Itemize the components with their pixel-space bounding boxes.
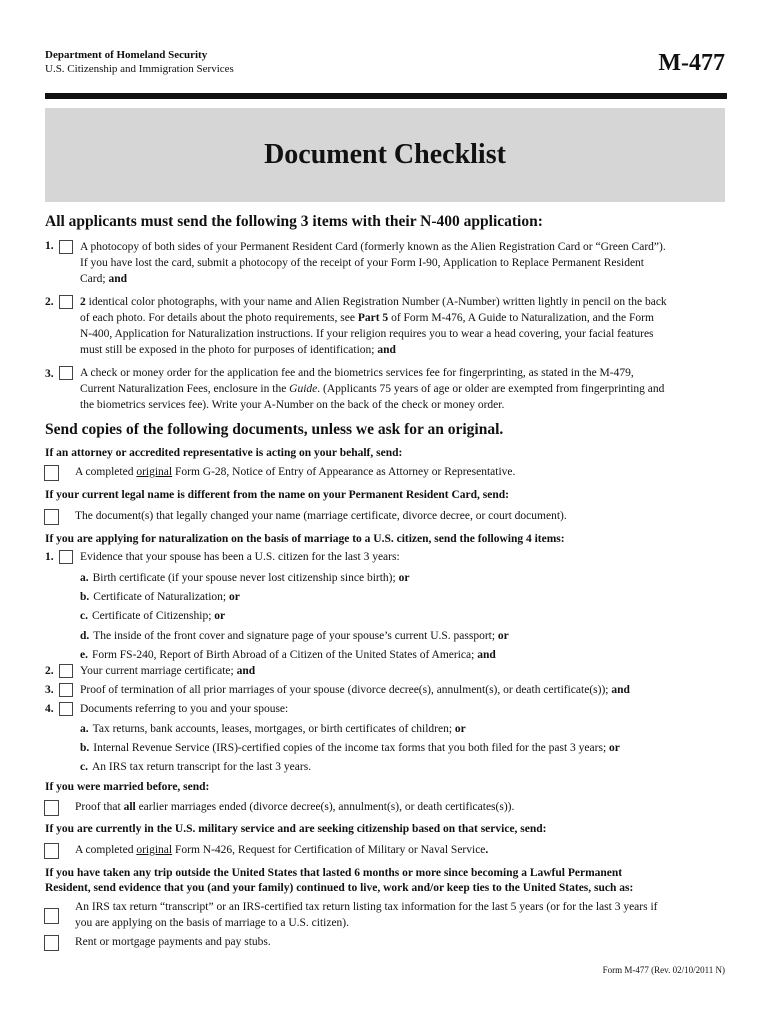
checklist-item-fee [80,365,740,413]
item-line: Card; and [80,273,127,285]
checklist-item-joint-documents: Documents referring to you and your spouse: [80,703,289,715]
item-line: If you have lost the card, submit a photocopy of the receipt of your Form I-90, Application to Replace Permanent Resident [80,257,644,269]
item-line: An IRS tax return “transcript” or an IRS-certified tax return listing tax information for the last 5 years (or for the last 3 years if [75,901,658,913]
trip-heading [45,866,633,896]
checklist-item-rent-payments: Rent or mortgage payments and pay stubs. [75,936,271,948]
item-number: 3. [45,368,54,380]
checkbox[interactable] [44,465,59,481]
item-number: 1. [45,551,54,563]
checkbox[interactable] [44,935,59,951]
department-name: Department of Homeland Security [45,49,208,61]
list-item: a. Birth certificate (if your spouse never lost citizenship since birth); or [80,572,410,584]
item-line: must still be exposed in the photo for purposes of identification; and [80,344,396,356]
checklist-item-spouse-citizen: Evidence that your spouse has been a U.S. citizen for the last 3 years: [80,551,400,563]
spouse-evidence-list [80,569,509,665]
checklist-item-tax-transcript [75,899,735,931]
checkbox[interactable] [59,683,73,697]
checklist-item-photos [80,294,740,358]
agency-name: U.S. Citizenship and Immigration Services [45,63,234,75]
page-title: Document Checklist [264,139,506,170]
item-line: N-400, Application for Naturalization instructions. If your religion requires you to wear a head covering, your facial features [80,328,654,340]
list-item: a. Tax returns, bank accounts, leases, mortgages, or birth certificates of children; or [80,723,466,735]
list-item: c. An IRS tax return transcript for the last 3 years. [80,761,312,774]
list-item: e. Form FS-240, Report of Birth Abroad of a Citizen of the United States of America; and [80,648,496,661]
checkbox[interactable] [59,366,73,380]
header-rule [45,93,727,99]
item-line: the biometrics services fee). Write your A-Number on the back of the check or money order. [80,399,505,411]
checkbox[interactable] [59,240,73,254]
item-number: 2. [45,296,54,308]
item-line: you are applying on the basis of marriage to a U.S. citizen). [75,917,350,929]
item-line: A check or money order for the application fee and the biometrics services fee for fingerprinting, as stated in the M-479, [80,367,634,379]
item-line: Current Naturalization Fees, enclosure in the Guide. (Applicants 75 years of age or older are exempted from fingerprinting and [80,383,665,395]
checklist-item-earlier-marriages: Proof that all earlier marriages ended (divorce decree(s), annulment(s), or death certificates(s)). [75,801,515,813]
heading-line: If you have taken any trip outside the United States that lasted 6 months or more since becoming a Lawful Permanent [45,867,623,879]
list-item: c. Certificate of Citizenship; or [80,610,226,623]
checklist-item-n426: A completed original Form N-426, Request for Certification of Military or Naval Service. [75,844,489,856]
list-item: b. Certificate of Naturalization; or [80,591,240,604]
form-number: M-477 [658,50,725,76]
item-number: 4. [45,703,54,715]
checklist-item-prior-marriages: Proof of termination of all prior marriages of your spouse (divorce decree(s), annulment(s), or death certificate(s)); and [80,684,630,696]
checkbox[interactable] [44,800,59,816]
checklist-item-marriage-cert: Your current marriage certificate; and [80,665,256,677]
checkbox[interactable] [59,550,73,564]
name-change-heading: If your current legal name is different from the name on your Permanent Resident Card, send: [45,489,510,501]
checklist-item-green-card [80,239,740,287]
list-item: d. The inside of the front cover and signature page of your spouse’s current U.S. passport; or [80,629,509,642]
checkbox[interactable] [44,908,59,924]
copies-heading: Send copies of the following documents, unless we ask for an original. [45,421,504,438]
title-banner [45,108,725,202]
checkbox[interactable] [59,295,73,309]
checklist-item-name-change: The document(s) that legally changed your name (marriage certificate, divorce decree, or court document). [75,510,567,522]
checkbox[interactable] [59,702,73,716]
item-line: of each photo. For details about the photo requirements, see Part 5 of Form M-476, A Guide to Naturalization, and the Form [80,312,654,324]
checkbox[interactable] [59,664,73,678]
all-applicants-heading: All applicants must send the following 3 items with their N-400 application: [45,213,543,230]
attorney-heading: If an attorney or accredited representative is acting on your behalf, send: [45,447,403,459]
item-line: 2 identical color photographs, with your name and Alien Registration Number (A-Number) written lightly in pencil on the back [80,296,667,308]
item-number: 1. [45,240,54,252]
checkbox[interactable] [44,843,59,859]
checklist-item-g28: A completed original Form G-28, Notice of Entry of Appearance as Attorney or Representative. [75,466,516,478]
joint-documents-list [80,720,620,778]
form-revision: Form M-477 (Rev. 02/10/2011 N) [602,965,725,975]
item-number: 3. [45,684,54,696]
checkbox[interactable] [44,509,59,525]
married-before-heading: If you were married before, send: [45,781,210,793]
marriage-heading: If you are applying for naturalization on the basis of marriage to a U.S. citizen, send the following 4 items: [45,533,565,545]
item-line: A photocopy of both sides of your Permanent Resident Card (formerly known as the Alien Registration Card or “Green Card”). [80,241,666,253]
military-heading: If you are currently in the U.S. military service and are seeking citizenship based on that service, send: [45,823,547,835]
heading-line: Resident, send evidence that you (and your family) continued to live, work and/or keep ties to the United States, such as: [45,882,634,894]
item-number: 2. [45,665,54,677]
list-item: b. Internal Revenue Service (IRS)-certified copies of the income tax forms that you both filed for the past 3 years; or [80,742,620,755]
